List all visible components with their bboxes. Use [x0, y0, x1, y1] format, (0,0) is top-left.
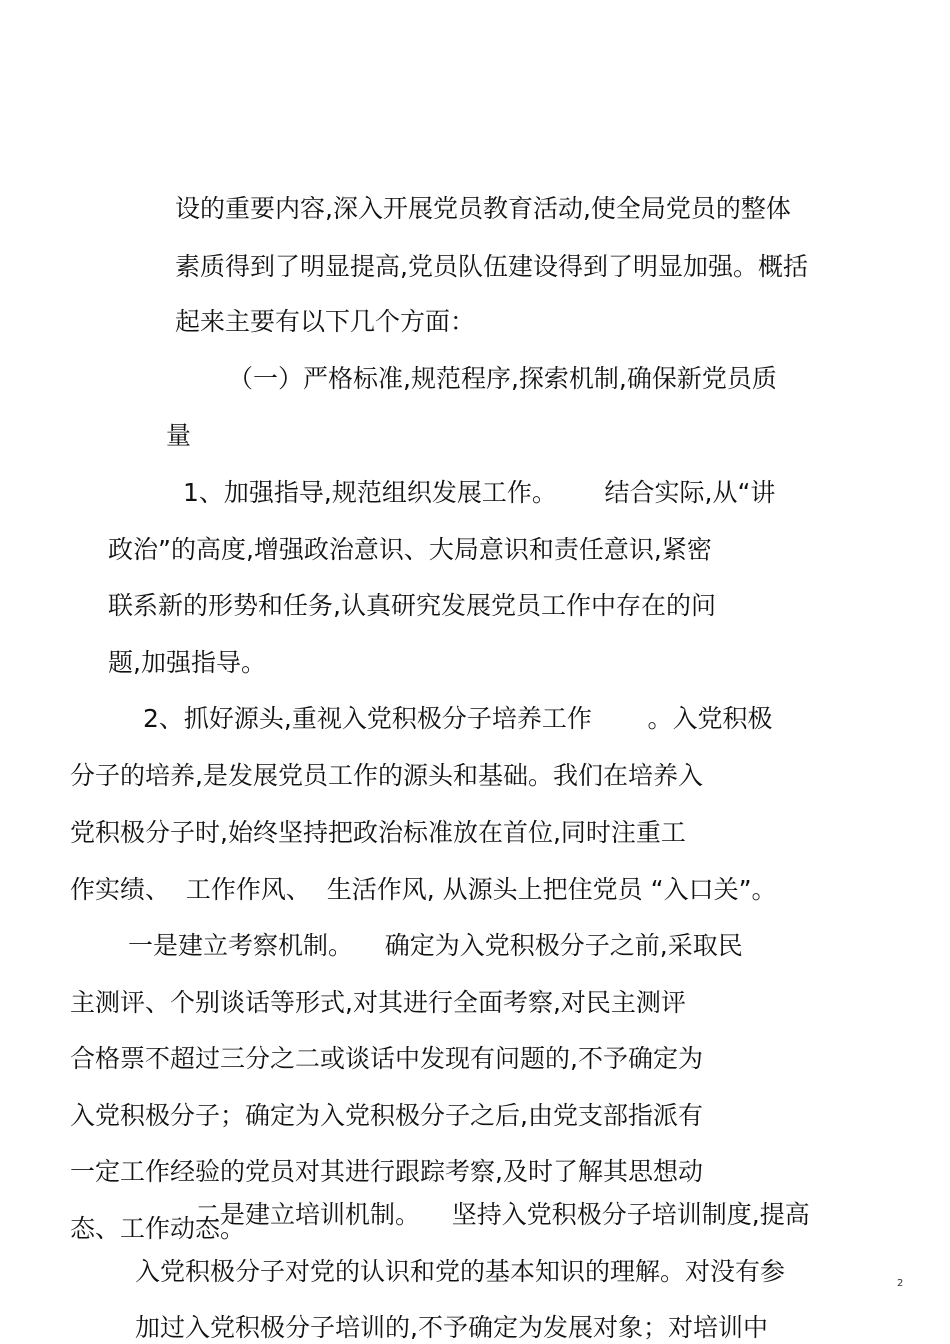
text-line: 态、工作动态。	[70, 1214, 246, 1243]
text-line: 入党积极分子；确定为入党积极分子之后,由党支部指派有	[70, 1101, 703, 1130]
text-line: 合格票不超过三分之二或谈话中发现有问题的,不予确定为	[70, 1044, 703, 1073]
text-line: 素质得到了明显提高,党员队伍建设得到了明显加强。概括	[175, 252, 808, 281]
text-line: 入党积极分子对党的认识和党的基本知识的理解。对没有参	[135, 1257, 786, 1286]
text-line: 联系新的形势和任务,认真研究发展党员工作中存在的问	[108, 591, 716, 620]
text-line: 1、加强指导,规范组织发展工作。 结合实际,从“讲	[183, 478, 776, 507]
text-line: 二是建立培训机制。 坚持入党积极分子培训制度,提高	[195, 1200, 810, 1229]
text-line: 分子的培养,是发展党员工作的源头和基础。我们在培养入	[70, 761, 703, 790]
section-heading: 量	[166, 421, 192, 450]
page-number: 2	[897, 1278, 904, 1289]
section-heading: （一）严格标准,规范程序,探索机制,确保新党员质	[228, 364, 777, 393]
text-line: 设的重要内容,深入开展党员教育活动,使全局党员的整体	[175, 194, 791, 223]
text-line: 加过入党积极分子培训的,不予确定为发展对象；对培训中	[135, 1313, 768, 1342]
text-line: 一是建立考察机制。 确定为入党积极分子之前,采取民	[128, 931, 743, 960]
text-line: 政治”的高度,增强政治意识、大局意识和责任意识,紧密	[108, 535, 712, 564]
text-line: 2、抓好源头,重视入党积极分子培养工作 。入党积极	[143, 704, 773, 733]
text-line: 主测评、个别谈话等形式,对其进行全面考察,对民主测评	[70, 988, 686, 1017]
text-line: 一定工作经验的党员对其进行跟踪考察,及时了解其思想动	[70, 1157, 703, 1186]
text-line: 党积极分子时,始终坚持把政治标准放在首位,同时注重工	[70, 818, 686, 847]
text-line: 题,加强指导。	[108, 648, 266, 677]
text-line: 起来主要有以下几个方面：	[175, 307, 476, 336]
text-line: 作实绩、 工作作风、 生活作风, 从源头上把住党员 “入口关”。	[70, 875, 777, 904]
